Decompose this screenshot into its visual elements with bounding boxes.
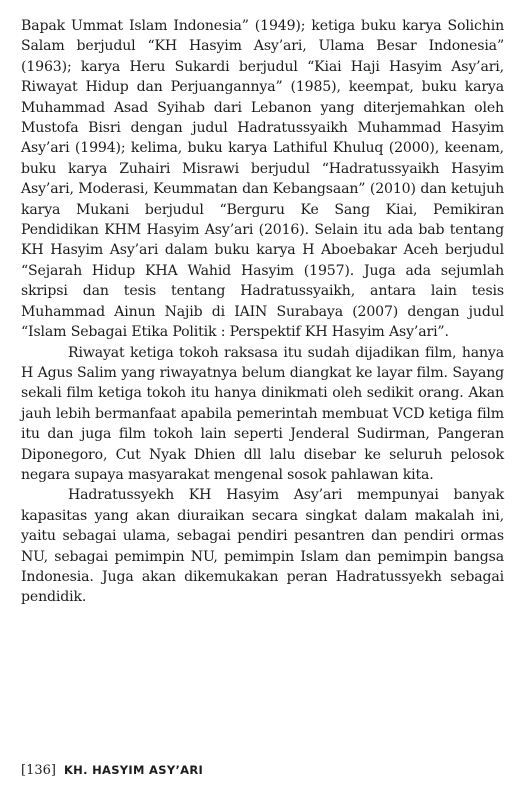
paragraph-3: Hadratussyekh KH Hasyim Asy’ari mempunyai banyak kapasitas yang akan diuraikan secara singkat dalam makalah ini, yaitu sebagai ulama, sebagai pendiri pesantren dan pendiri ormas NU, sebagai pemimpin NU, pemimpin Islam dan pemimpin bangsa Indonesia. Juga akan dikemukakan peran Hadratussyekh sebagai pendidik. [21,487,504,606]
page-footer [21,763,203,778]
page-number: [136] [21,763,56,778]
running-head: KH. HASYIM ASY’ARI [63,763,204,777]
page-body [21,16,504,608]
paragraph-2: Riwayat ketiga tokoh raksasa itu sudah dijadikan film, hanya H Agus Salim yang riwayatnya belum diangkat ke layar film. Sayang sekali film ketiga tokoh itu hanya dinikmati oleh sedikit orang. Akan jauh lebih bermanfaat apabila pemerintah membuat VCD ketiga film itu dan juga film tokoh lain seperti Jenderal Sudirman, Pangeran Diponegoro, Cut Nyak Dhien dll lalu disebar ke seluruh pelosok negara supaya masyarakat mengenal sosok pahlawan kita. [21,344,504,483]
paragraph-1: Bapak Ummat Islam Indonesia” (1949); ketiga buku karya Solichin Salam berjudul “KH Hasyim Asy’ari, Ulama Besar Indonesia” (1963); karya Heru Sukardi berjudul “Kiai Haji Hasyim Asy’ari, Riwayat Hidup dan Perjuangannya” (1985), keempat, buku karya Muhammad Asad Syihab dari Lebanon yang diterjemahkan oleh Mustofa Bisri dengan judul Hadratussyaikh Muhammad Hasyim Asy’ari (1994); kelima, buku karya Lathiful Khuluq (2000), keenam, buku karya Zuhairi Misrawi berjudul “Hadratussyaikh Hasyim Asy’ari, Moderasi, Keummatan dan Kebangsaan” (2010) dan ketujuh karya Mukani berjudul “Berguru Ke Sang Kiai, Pemikiran Pendidikan KHM Hasyim Asy’ari (2016). Selain itu ada bab tentang KH Hasyim Asy’ari dalam buku karya H Aboebakar Aceh berjudul “Sejarah Hidup KHA Wahid Hasyim (1957). Juga ada sejumlah skripsi dan tesis tentang Hadratussyaikh, antara lain tesis Muhammad Ainun Najib di IAIN Surabaya (2007) dengan judul “Islam Sebagai Etika Politik : Perspektif KH Hasyim Asy’ari”. [21,18,504,341]
